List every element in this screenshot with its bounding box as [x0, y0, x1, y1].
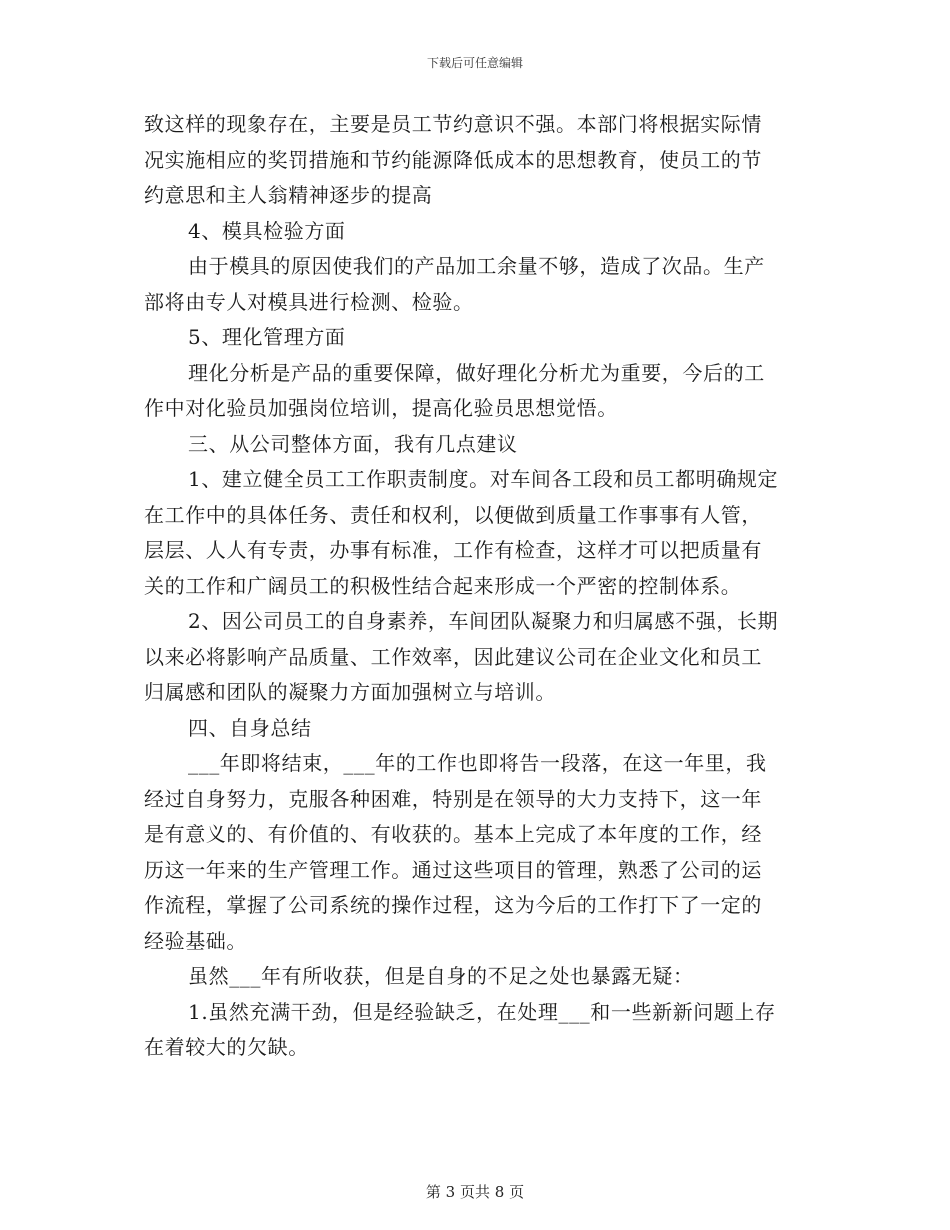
text-line: 4、模具检验方面 — [188, 218, 346, 243]
text-line: 经验基础。 — [144, 928, 247, 953]
text-line: 理化分析是产品的重要保障，做好理化分析尤为重要，今后的工 — [188, 360, 765, 385]
text-line: 虽然___年有所收获，但是自身的不足之处也暴露无疑： — [188, 964, 694, 988]
text-line: 作流程，掌握了公司系统的操作过程，这为今后的工作打下了一定的 — [144, 893, 762, 917]
text-line: ___年即将结束，___年的工作也即将告一段落，在这一年里，我 — [188, 751, 767, 775]
page-footer: 第 3 页共 8 页 — [425, 1183, 525, 1201]
text-line: 作中对化验员加强岗位培训，提高化验员思想觉悟。 — [144, 396, 618, 420]
text-line: 是有意义的、有价值的、有收获的。基本上完成了本年度的工作，经 — [144, 822, 762, 846]
text-line: 历这一年来的生产管理工作。通过这些项目的管理，熟悉了公司的运 — [144, 857, 762, 882]
page-header: 下载后可任意编辑 — [426, 56, 523, 70]
text-line: 约意思和主人翁精神逐步的提高 — [144, 183, 433, 207]
text-line: 1、建立健全员工工作职责制度。对车间各工段和员工都明确规定 — [188, 467, 779, 491]
text-line: 以来必将影响产品质量、工作效率，因此建议公司在企业文化和员工 — [144, 644, 762, 669]
text-line: 经过自身努力，克服各种困难，特别是在领导的大力支持下，这一年 — [144, 786, 762, 811]
text-line: 1.虽然充满干劲，但是经验缺乏，在处理___和一些新新问题上存 — [188, 999, 776, 1024]
text-line: 层层、人人有专责，办事有标准，工作有检查，这样才可以把质量有 — [144, 538, 762, 562]
text-line: 在着较大的欠缺。 — [144, 1035, 309, 1059]
text-line: 在工作中的具体任务、责任和权利，以便做到质量工作事事有人管， — [144, 502, 762, 527]
text-line: 2、因公司员工的自身素养，车间团队凝聚力和归属感不强，长期 — [188, 609, 779, 633]
text-line: 由于模具的原因使我们的产品加工余量不够，造成了次品。生产 — [188, 254, 765, 278]
document-body — [144, 107, 810, 1066]
text-line: 致这样的现象存在，主要是员工节约意识不强。本部门将根据实际情 — [144, 112, 762, 136]
text-line: 况实施相应的奖罚措施和节约能源降低成本的思想教育，使员工的节 — [144, 147, 762, 172]
text-line: 三、从公司整体方面，我有几点建议 — [188, 431, 518, 456]
text-line: 归属感和团队的凝聚力方面加强树立与培训。 — [144, 680, 556, 704]
text-line: 关的工作和广阔员工的积极性结合起来形成一个严密的控制体系。 — [144, 573, 742, 598]
text-line: 四、自身总结 — [188, 715, 312, 740]
text-line: 部将由专人对模具进行检测、检验。 — [144, 289, 474, 314]
text-line: 5、理化管理方面 — [188, 325, 346, 349]
